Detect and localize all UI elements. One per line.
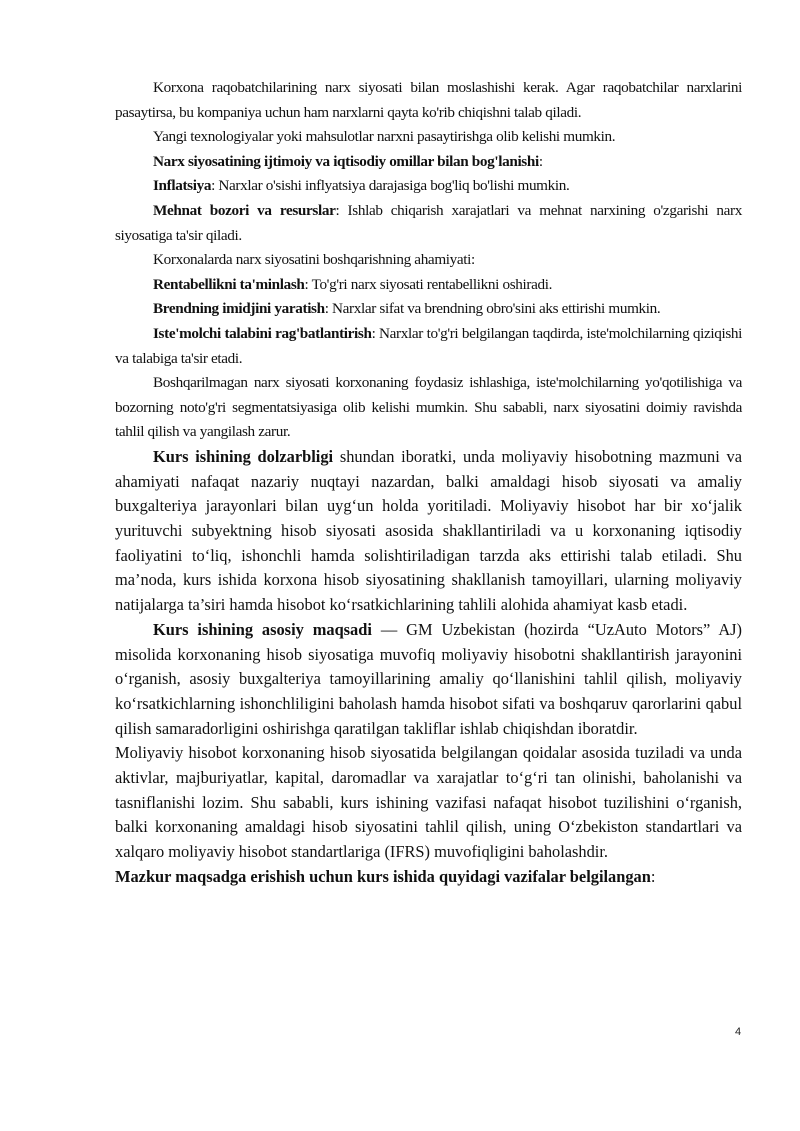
bold-term: Inflatsiya [153, 177, 212, 195]
bold-term: Iste'molchi talabini rag'batlantirish [153, 324, 372, 342]
bold-term: Mazkur maqsadga erishish uchun kurs ishida quyidagi vazifalar belgilangan [115, 866, 651, 886]
document-page [115, 76, 742, 890]
paragraph-profitability: Rentabellikni ta'minlash: To'g'ri narx siyosati rentabellikni oshiradi. [153, 275, 553, 293]
paragraph-tasks-heading: Mazkur maqsadga erishish uchun kurs ishida quyidagi vazifalar belgilangan: [115, 866, 656, 886]
bold-term: Kurs ishining dolzarbligi [153, 446, 334, 466]
paragraph-inflation: Inflatsiya: Narxlar o'sishi inflyatsiya darajasiga bog'liq bo'lishi mumkin. [153, 177, 570, 195]
paragraph-financial-reporting: Moliyaviy hisobot korxonaning hisob siyosatida belgilangan qoidalar asosida tuziladi va unda aktivlar, majburiyatlar, kapital, daromadlar va xarajatlar to‘g‘ri tan olinishi, baholanishi va tasniflanishi lozim. Shu sababli, kurs ishining vazifasi nafaqat hisobot tuzilishini o‘rganish, balki korxonaning amaldagi hisob siyosatini tahlil qilish, uning O‘zbekiston standartlari va xalqaro moliyaviy hisobot standartlariga (IFRS) muvofiqligini baholashdir. [115, 743, 742, 862]
paragraph-new-technologies: Yangi texnologiyalar yoki mahsulotlar narxni pasaytirishga olib kelishi mumkin. [153, 128, 616, 146]
paragraph-social-economic-factors: Narx siyosatining ijtimoiy va iqtisodiy omillar bilan bog'lanishi: [153, 152, 543, 170]
bold-term: Mehnat bozori va resurslar [153, 201, 336, 219]
paragraph-unmanaged-pricing: Boshqarilmagan narx siyosati korxonaning foydasiz ishlashiga, iste'molchilarning yo'qotilishiga va bozorning noto'g'ri segmentatsiyasiga olib kelishi mumkin. Shu sababli, narx siyosatini doimiy ravishda tahlil qilish va yangilash zarur. [115, 374, 742, 441]
bold-term: Brendning imidjini yaratish [153, 300, 325, 318]
paragraph-competitor-pricing: Korxona raqobatchilarining narx siyosati bilan moslashishi kerak. Agar raqobatchilar narxlarini pasaytirsa, bu kompaniya uchun ham narxlarni qayta ko'rib chiqishni talab qiladi. [115, 79, 742, 121]
page-number: 4 [735, 1026, 742, 1038]
bold-term: Narx siyosatining ijtimoiy va iqtisodiy omillar bilan bog'lanishi [153, 152, 539, 170]
paragraph-relevance: Kurs ishining dolzarbligi shundan iboratki, unda moliyaviy hisobotning mazmuni va ahamiyati nafaqat nazariy nuqtayi nazardan, balki amaldagi hisob siyosati va amaliy buxgalteriya jarayonlari bilan uyg‘un holda yoritiladi. Moliyaviy hisobot har bir xo‘jalik yurituvchi subyektning hisob siyosati asosida shakllantiriladi va u korxonaning iqtisodiy faoliyatini to‘liq, ishonchli hamda solishtiriladigan tarzda aks ettirishi talab etiladi. Shu ma’noda, kurs ishida korxona hisob siyosatining shakllanish tamoyillari, ularning moliyaviy natijalarga ta’siri hamda hisobot ko‘rsatkichlarining tahlili alohida ahamiyat kasb etadi. [115, 446, 742, 615]
paragraph-labor-market: Mehnat bozori va resurslar: Ishlab chiqarish xarajatlari va mehnat narxining o'zgarishi narx siyosatiga ta'sir qiladi. [115, 201, 742, 244]
paragraph-main-goal: Kurs ishining asosiy maqsadi — GM Uzbekistan (hozirda “UzAuto Motors” AJ) misolida korxonaning hisob siyosatiga muvofiq moliyaviy hisobotni shakllantirish jarayonini o‘rganish, asosiy buxgalteriya tamoyillarining amaliy qo‘llanishini tahlil qilish, moliyaviy ko‘rsatkichlarning ishonchliligini baholash hamda hisobot sifati va boshqaruv qarorlarini qabul qilish samaradorligini oshirishga qaratilgan takliflar ishlab chiqishdan iboratdir. [115, 619, 742, 738]
paragraph-pricing-importance: Korxonalarda narx siyosatini boshqarishning ahamiyati: [153, 251, 475, 269]
bold-term: Rentabellikni ta'minlash [153, 275, 305, 293]
bold-term: Kurs ishining asosiy maqsadi [153, 619, 372, 639]
paragraph-brand-image: Brendning imidjini yaratish: Narxlar sifat va brendning obro'sini aks ettirishi mumkin. [153, 300, 661, 318]
paragraph-consumer-demand: Iste'molchi talabini rag'batlantirish: Narxlar to'g'ri belgilangan taqdirda, iste'molchilarning qiziqishi va talabiga ta'sir etadi. [115, 324, 742, 367]
